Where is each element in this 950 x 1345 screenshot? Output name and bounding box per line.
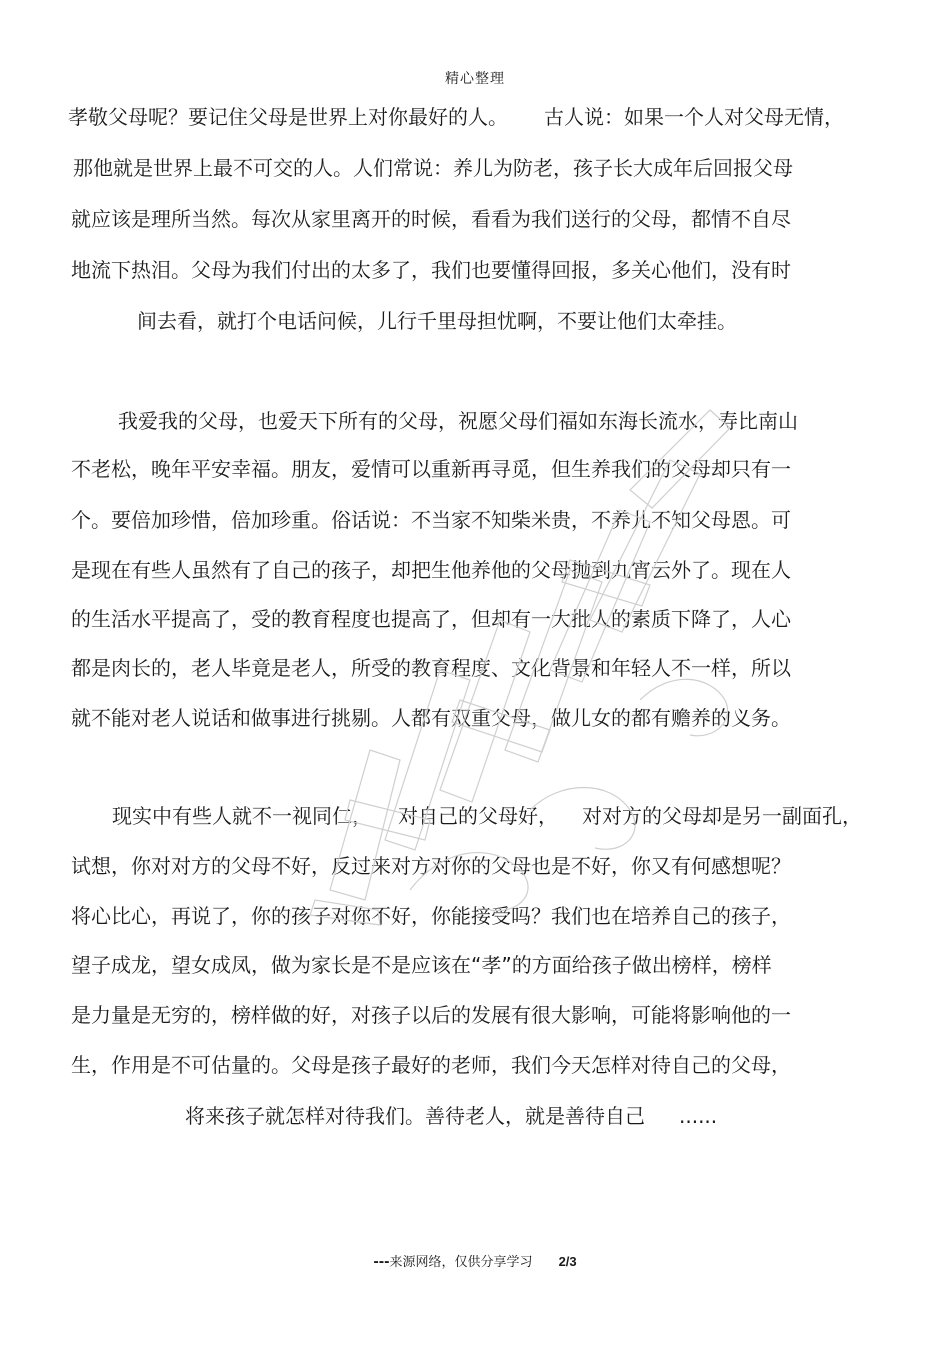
paragraph-line: 那他就是世界上最不可交的人。人们常说：养儿为防老，孩子长大成年后回报父母 (73, 156, 793, 180)
line-segment: 对对方的父母却是另一副面孔， (582, 804, 862, 828)
paragraph-line: 是现在有些人虽然有了自己的孩子，却把生他养他的父母抛到九宵云外了。现在人 (71, 558, 791, 582)
footer-source: 来源网络，仅供分享学习 (389, 1255, 533, 1270)
paragraph-line: 间去看，就打个电话问候，儿行千里母担忧啊，不要让他们太牵挂。 (137, 309, 737, 333)
paragraph-line: 是力量是无穷的，榜样做的好，对孩子以后的发展有很大影响，可能将影响他的一 (71, 1003, 791, 1027)
paragraph-line: 地流下热泪。父母为我们付出的太多了，我们也要懂得回报，多关心他们，没有时 (71, 258, 791, 282)
paragraph-line: 生，作用是不可估量的。父母是孩子最好的老师，我们今天怎样对待自己的父母， (71, 1053, 791, 1077)
line-segment: 现实中有些人就不一视同仁， (112, 804, 372, 828)
line-segment: 孝敬父母呢？要记住父母是世界上对你最好的人。 (68, 105, 508, 129)
paragraph-line (68, 104, 844, 130)
paragraph-line: 望子成龙，望女成凤，做为家长是不是应该在“孝”的方面给孩子做出榜样，榜样 (71, 953, 772, 977)
paragraph-line: 我爱我的父母，也爱天下所有的父母，祝愿父母们福如东海长流水，寿比南山 (118, 409, 798, 433)
footer-dashes: --- (373, 1255, 390, 1270)
paragraph-line: 的生活水平提高了，受的教育程度也提高了，但却有一大批人的素质下降了，人心 (71, 607, 791, 631)
paragraph-line: 试想，你对对方的父母不好，反过来对方对你的父母也是不好，你又有何感想呢？ (71, 854, 791, 878)
paragraph-line (112, 803, 862, 829)
page-footer (0, 1251, 950, 1270)
paragraph-line: 不老松，晚年平安幸福。朋友，爱情可以重新再寻觅，但生养我们的父母却只有一 (71, 457, 791, 481)
line-segment: 古人说：如果一个人对父母无情， (544, 105, 844, 129)
paragraph-line (185, 1103, 717, 1129)
page-number: 2/3 (558, 1254, 577, 1269)
page-header: 精心整理 (445, 71, 505, 87)
paragraph-line: 将心比心，再说了，你的孩子对你不好，你能接受吗？我们也在培养自己的孩子， (71, 904, 791, 928)
ellipsis: ...... (679, 1104, 718, 1128)
paragraph-line: 个。要倍加珍惜，倍加珍重。俗话说：不当家不知柴米贵，不养儿不知父母恩。可 (71, 508, 791, 532)
paragraph-line: 就不能对老人说话和做事进行挑剔。人都有双重父母，做儿女的都有赡养的义务。 (71, 706, 791, 730)
watermark-graphic (290, 370, 770, 930)
line-segment: 将来孩子就怎样对待我们。善待老人，就是善待自己 (185, 1104, 645, 1128)
paragraph-line: 就应该是理所当然。每次从家里离开的时候，看看为我们送行的父母，都情不自尽 (71, 207, 791, 231)
paragraph-line: 都是肉长的，老人毕竟是老人，所受的教育程度、文化背景和年轻人不一样，所以 (71, 656, 791, 680)
line-segment: 对自己的父母好， (398, 804, 558, 828)
